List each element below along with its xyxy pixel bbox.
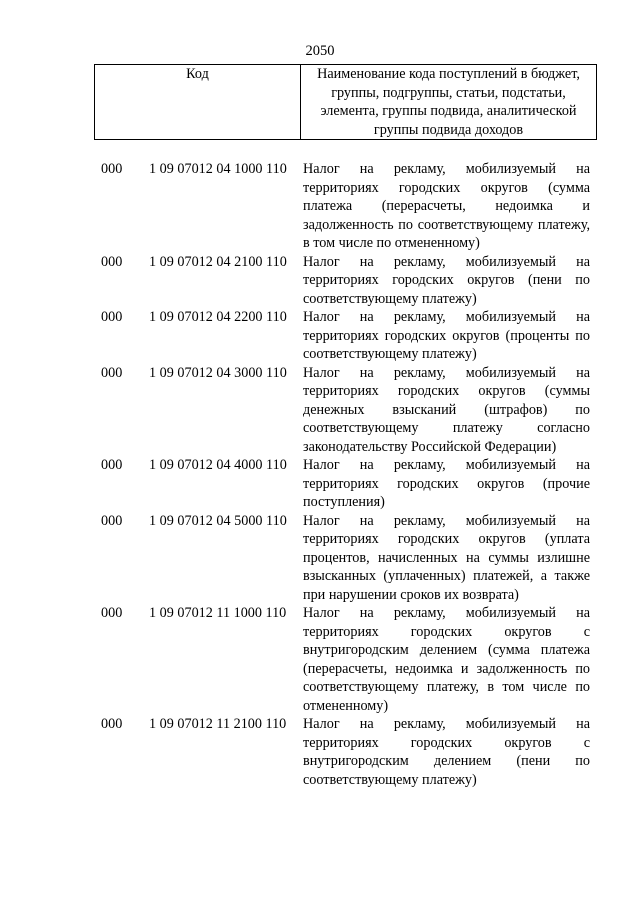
list-item [0, 604, 640, 715]
page-number: 2050 [305, 43, 335, 59]
budget-code: 1 09 07012 11 2100 110 [149, 716, 287, 732]
budget-code: 1 09 07012 04 2200 110 [149, 309, 287, 325]
income-name: Налог на рекламу, мобилизуемый на территориях городских округов (суммы денежных взысканий (штрафов) по соответствующему платежу согласно законодательству Российской Федерации) [303, 364, 590, 455]
income-name: Налог на рекламу, мобилизуемый на территориях городских округов (сумма платежа (перерасчеты, недоимка и задолженность по соответствующему платежу, в том числе по отмененному) [303, 161, 590, 251]
income-name: Налог на рекламу, мобилизуемый на территориях городских округов с внутригородским делением (сумма платежа (перерасчеты, недоимка и задолженность по соответствующему платежу, в том числе по отмененному) [303, 605, 590, 714]
admin-code: 000 [101, 161, 123, 177]
header-name-cell: Наименование кода поступлений в бюджет, группы, подгруппы, статьи, подстатьи, элемента, группы подвида, аналитической группы подвида доходов [301, 65, 597, 140]
list-item [0, 512, 640, 605]
budget-code: 1 09 07012 04 3000 110 [149, 364, 287, 381]
admin-code: 000 [101, 457, 123, 473]
admin-code: 000 [101, 253, 123, 270]
income-name: Налог на рекламу, мобилизуемый на территориях городских округов (проценты по соответствующему платежу) [303, 309, 590, 362]
income-name: Налог на рекламу, мобилизуемый на территориях городских округов с внутригородским делением (пени по соответствующему платежу) [303, 716, 590, 788]
admin-code: 000 [101, 364, 123, 381]
admin-code: 000 [101, 309, 123, 325]
budget-code: 1 09 07012 04 4000 110 [149, 457, 287, 473]
header-code-cell: Код [95, 65, 301, 140]
list-item [0, 308, 640, 364]
list-item [0, 160, 640, 253]
income-name: Налог на рекламу, мобилизуемый на территориях городских округов (пени по соответствующему платежу) [303, 253, 590, 307]
budget-code: 1 09 07012 11 1000 110 [149, 605, 287, 621]
budget-code: 1 09 07012 04 1000 110 [149, 161, 287, 177]
admin-code: 000 [101, 605, 123, 621]
admin-code: 000 [101, 716, 123, 732]
budget-code: 1 09 07012 04 2100 110 [149, 253, 287, 270]
list-item [0, 715, 640, 789]
list-item [0, 253, 640, 309]
code-list [0, 160, 640, 789]
header-table [94, 64, 597, 140]
list-item [0, 364, 640, 457]
admin-code: 000 [101, 512, 123, 529]
budget-code: 1 09 07012 04 5000 110 [149, 512, 287, 529]
income-name: Налог на рекламу, мобилизуемый на территориях городских округов (уплата процентов, начисленных на суммы излишне взысканных (уплаченных) платежей, а также при нарушении сроков их возврата) [303, 512, 590, 603]
header-row [95, 65, 597, 140]
income-name: Налог на рекламу, мобилизуемый на территориях городских округов (прочие поступления) [303, 457, 590, 510]
list-item [0, 456, 640, 512]
